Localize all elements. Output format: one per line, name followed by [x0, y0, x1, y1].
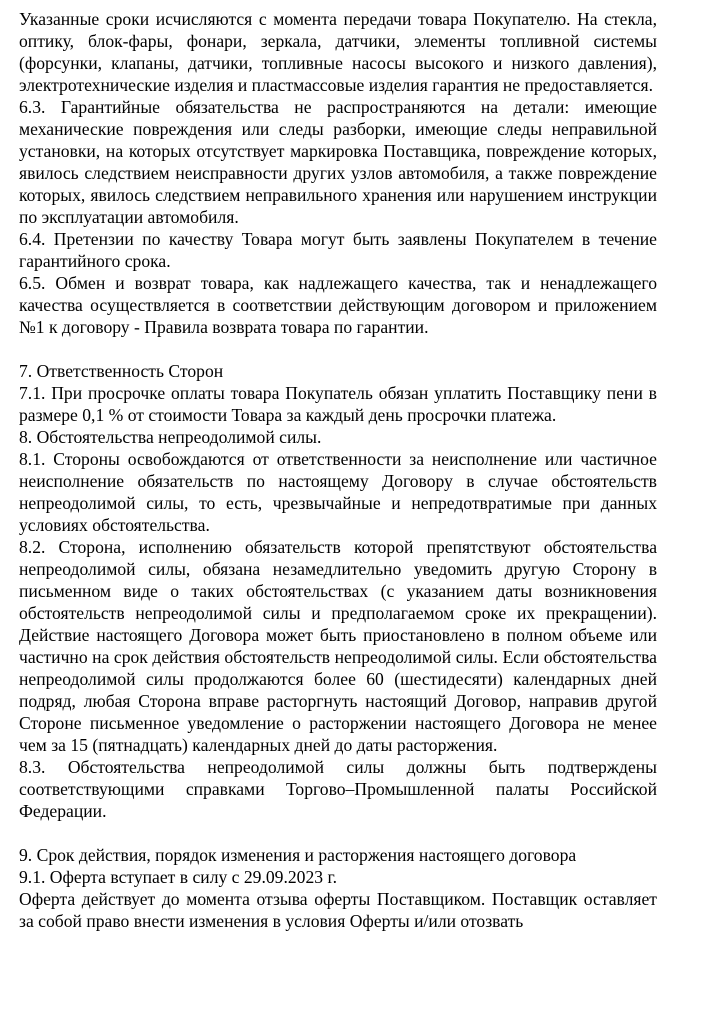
clause-8-1: 8.1. Стороны освобождаются от ответственности за неисполнение или частичное неисполнение обязательств по настоящему Договору в случае обстоятельств непреодолимой силы, то есть, чрезвычайные и непредотвратимые при данных условиях обстоятельства. [19, 449, 657, 535]
document-page [19, 8, 657, 932]
clause-6-4: 6.4. Претензии по качеству Товара могут быть заявлены Покупателем в течение гарантийного срока. [19, 229, 657, 271]
clause-8-2: 8.2. Сторона, исполнению обязательств которой препятствуют обстоятельства непреодолимой силы, обязана незамедлительно уведомить другую Сторону в письменном виде о таких обстоятельствах (с указанием даты возникновения обстоятельств непреодолимой силы и предполагаемом сроке их прекращении). Действие настоящего Договора может быть приостановлено в полном объеме или частично на срок действия обстоятельств непреодолимой силы. Если обстоятельства непреодолимой силы продолжаются более 60 (шестидесяти) календарных дней подряд, любая Сторона вправе расторгнуть настоящий Договор, направив другой Стороне письменное уведомление о расторжении настоящего Договора не менее чем за 15 (пятнадцать) календарных дней до даты расторжения. [19, 537, 657, 755]
offer-validity-paragraph: Оферта действует до момента отзыва оферты Поставщиком. Поставщик оставляет за собой право внести изменения в условия Оферты и/или отозвать [19, 889, 657, 931]
clause-7-1: 7.1. При просрочке оплаты товара Покупатель обязан уплатить Поставщику пени в размере 0,1 % от стоимости Товара за каждый день просрочки платежа. [19, 383, 657, 425]
clause-6-3: 6.3. Гарантийные обязательства не распространяются на детали: имеющие механические повреждения или следы разборки, имеющие следы неправильной установки, на которых отсутствует маркировка Поставщика, повреждение которых, явилось следствием неисправности других узлов автомобиля, а также повреждение которых, явилось следствием неправильного хранения или нарушением инструкции по эксплуатации автомобиля. [19, 97, 657, 227]
section-8-heading: 8. Обстоятельства непреодолимой силы. [19, 427, 322, 447]
clause-8-3: 8.3. Обстоятельства непреодолимой силы должны быть подтверждены соответствующими справками Торгово–Промышленной палаты Российской Федерации. [19, 757, 657, 821]
blank-line [19, 822, 657, 844]
blank-line [19, 338, 657, 360]
section-7-heading: 7. Ответственность Сторон [19, 361, 224, 381]
clause-6-5: 6.5. Обмен и возврат товара, как надлежащего качества, так и ненадлежащего качества осуществляется в соответствии действующим договором и приложением №1 к договору - Правила возврата товара по гарантии. [19, 273, 657, 337]
paragraph-warranty-exclusions: Указанные сроки исчисляются с момента передачи товара Покупателю. На стекла, оптику, блок-фары, фонари, зеркала, датчики, элементы топливной системы (форсунки, клапаны, датчики, топливные насосы высокого и низкого давления), электротехнические изделия и пластмассовые изделия гарантия не предоставляется. [19, 9, 657, 95]
clause-9-1: 9.1. Оферта вступает в силу с 29.09.2023 г. [19, 867, 338, 887]
section-9-heading: 9. Срок действия, порядок изменения и расторжения настоящего договора [19, 845, 577, 865]
